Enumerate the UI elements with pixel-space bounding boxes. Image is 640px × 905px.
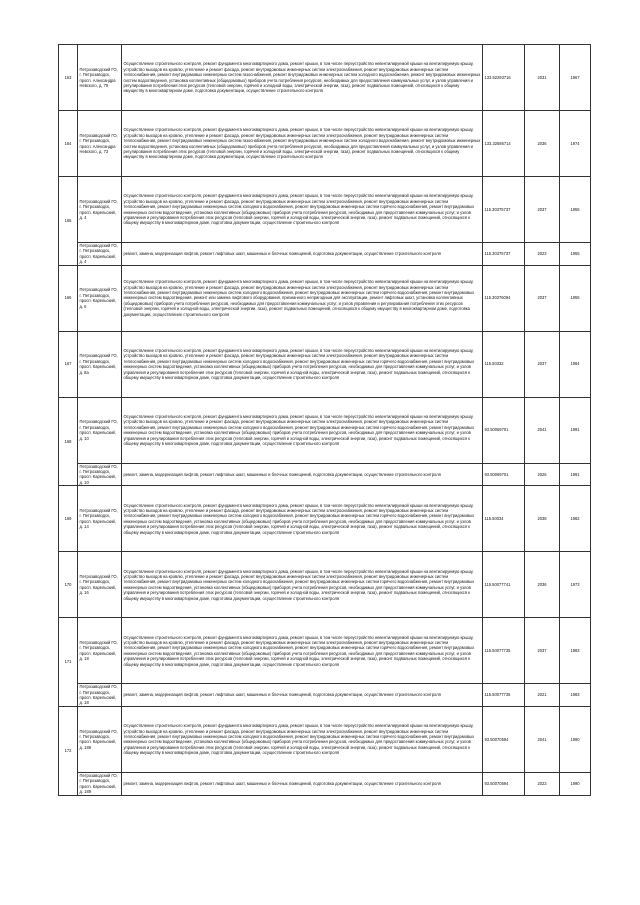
- planned-year-cell: 2021: [525, 684, 560, 707]
- planned-year-cell: 2026: [525, 463, 560, 486]
- works-cell: Осуществление строительного контроля, ремонт фундамента многоквартирного дома, ремонт крыши, в том числе переустройство невентилируемой крыши на вентилируемую крышу, устройство выходов на кровлю, утепление и ремонт фасада, ремонт внутридомовых инженерных систем электроснабжения, ремонт внутридомовых инженерных систем теплоснабжения, ремонт внутридомовых инженерных систем холодного водоснабжения, ремонт внутридомовых инженерных систем горячего водоснабжения, ремонт внутридомовых инженерных систем водоотведения, установка коллективных (общедомовых) приборов учета потребления ресурсов, необходимых для предоставления коммунальных услуг, и узлов управления и регулирования потребления этих ресурсов (тепловой энергии, горячей и холодной воды, электрической энергии, газа), ремонт подвальных помещений, относящихся к общему имуществу в многоквартирном доме, подготовка документации, осуществление строительного контроля: [122, 486, 483, 552]
- cost-cell: 115.30375737: [483, 243, 525, 266]
- planned-year-cell: 2041: [525, 397, 560, 463]
- planned-year-cell: 2037: [525, 177, 560, 243]
- cost-cell: 133.52293716: [483, 45, 525, 111]
- table-row: [59, 265, 591, 331]
- table-subrow: [59, 243, 591, 266]
- planned-year-cell: 2037: [525, 618, 560, 684]
- works-cell: ремонт, замена, модернизация лифтов, ремонт лифтовых шахт, машинных и блочных помещений, подготовка документации, осуществление строительного контроля: [122, 463, 483, 486]
- row-number: 167: [59, 331, 78, 397]
- address-cell: Петрозаводский ГО, г. Петрозаводск, просп. Карельский, д. 8а: [78, 331, 122, 397]
- cost-cell: 115.50077741: [483, 552, 525, 618]
- build-year-cell: 1973: [560, 552, 591, 618]
- works-cell: Осуществление строительного контроля, ремонт фундамента многоквартирного дома, ремонт крыши, в том числе переустройство невентилируемой крыши на вентилируемую крышу, устройство выходов на кровлю, утепление и ремонт фасада, ремонт внутридомовых инженерных систем электроснабжения, ремонт внутридомовых инженерных систем теплоснабжения, ремонт внутридомовых инженерных систем холодного водоснабжения, ремонт внутридомовых инженерных систем горячего водоснабжения, ремонт внутридомовых инженерных систем водоотведения, установка коллективных (общедомовых) приборов учета потребления ресурсов, необходимых для предоставления коммунальных услуг, и узлов управления и регулирования потребления этих ресурсов (тепловой энергии, горячей и холодной воды, электрической энергии, газа), ремонт подвальных помещений, относящихся к общему имуществу в многоквартирном доме, подготовка документации, осуществление строительного контроля: [122, 618, 483, 684]
- cost-cell: 93.50069701: [483, 463, 525, 486]
- build-year-cell: 1990: [560, 706, 591, 772]
- build-year-cell: 1955: [560, 265, 591, 331]
- address-cell: Петрозаводский ГО, г. Петрозаводск, просп. Карельский, д. 16: [78, 552, 122, 618]
- works-cell: Осуществление строительного контроля, ремонт фундамента многоквартирного дома, ремонт крыши, в том числе переустройство невентилируемой крыши на вентилируемую крышу, устройство выходов на кровлю, утепление и ремонт фасада, ремонт внутридомовых инженерных систем электроснабжения, ремонт внутридомовых инженерных систем теплоснабжения, ремонт внутридомовых инженерных систем холодного водоснабжения, ремонт внутридомовых инженерных систем горячего водоснабжения, ремонт внутридомовых инженерных систем водоотведения, ремонт или замена лифтового оборудования, признанного непригодным для эксплуатации, ремонт лифтовых шахт, установка коллективных (общедомовых) приборов учета потребления ресурсов, необходимых для предоставления коммунальных услуг, и узлов управления и регулирования потребления этих ресурсов (тепловой энергии, горячей и холодной воды, электрической энергии, газа), ремонт подвальных помещений, относящихся к общему имуществу в многоквартирном доме, подготовка документации, осуществление строительного контроля: [122, 265, 483, 331]
- table-row: [59, 486, 591, 552]
- address-cell: Петрозаводский ГО, г. Петрозаводск, просп. Александра Невского, д. 79: [78, 45, 122, 111]
- row-number: 166: [59, 265, 78, 331]
- planned-year-cell: 2041: [525, 706, 560, 772]
- capital-repair-table: [58, 44, 591, 796]
- build-year-cell: 1991: [560, 463, 591, 486]
- table-row: [59, 111, 591, 177]
- cost-cell: 93.50070594: [483, 706, 525, 772]
- row-number: 171: [59, 618, 78, 707]
- table-row: [59, 552, 591, 618]
- cost-cell: 115.50332: [483, 331, 525, 397]
- planned-year-cell: 2036: [525, 111, 560, 177]
- planned-year-cell: 2036: [525, 552, 560, 618]
- table-subrow: [59, 772, 591, 795]
- table-subrow: [59, 463, 591, 486]
- works-cell: ремонт, замена, модернизация лифтов, ремонт лифтовых шахт, машинных и блочных помещений, подготовка документации, осуществление строительного контроля: [122, 243, 483, 266]
- planned-year-cell: 2023: [525, 772, 560, 795]
- table-subrow: [59, 684, 591, 707]
- cost-cell: 133.32586714: [483, 111, 525, 177]
- address-cell: Петрозаводский ГО, г. Петрозаводск, просп. Карельский, д. 4: [78, 243, 122, 266]
- cost-cell: 115.50034: [483, 486, 525, 552]
- build-year-cell: 1990: [560, 772, 591, 795]
- planned-year-cell: 2031: [525, 45, 560, 111]
- address-cell: Петрозаводский ГО, г. Петрозаводск, просп. Карельский, д. 14: [78, 486, 122, 552]
- works-cell: Осуществление строительного контроля, ремонт фундамента многоквартирного дома, ремонт крыши, в том числе переустройство невентилируемой крыши на вентилируемую крышу, устройство выходов на кровлю, утепление и ремонт фасада, ремонт внутридомовых инженерных систем электроснабжения, ремонт внутридомовых инженерных систем теплоснабжения, ремонт внутридомовых инженерных систем холодного водоснабжения, ремонт внутридомовых инженерных систем горячего водоснабжения, ремонт внутридомовых инженерных систем водоотведения, установка коллективных (общедомовых) приборов учета потребления ресурсов, необходимых для предоставления коммунальных услуг, и узлов управления и регулирования потребления этих ресурсов (тепловой энергии, горячей и холодной воды, электрической энергии, газа), ремонт подвальных помещений, относящихся к общему имуществу в многоквартирном доме, подготовка документации, осуществление строительного контроля: [122, 397, 483, 463]
- address-cell: Петрозаводский ГО, г. Петрозаводск, просп. Карельский, д. 10: [78, 397, 122, 463]
- address-cell: Петрозаводский ГО, г. Петрозаводск, просп. Карельский, д. 18: [78, 684, 122, 707]
- works-cell: Осуществление строительного контроля, ремонт фундамента многоквартирного дома, ремонт крыши, в том числе переустройство невентилируемой крыши на вентилируемую крышу, устройство выходов на кровлю, утепление и ремонт фасада, ремонт внутридомовых инженерных систем электроснабжения, ремонт внутридомовых инженерных систем теплоснабжения, ремонт внутридомовых инженерных систем газоснабжения, ремонт внутридомовых инженерных систем холодного водоснабжения, ремонт внутридомовых инженерных систем водоотведения, установка коллективных (общедомовых) приборов учета потребления ресурсов, необходимых для предоставления коммунальных услуг, и узлов управления и регулирования потребления этих ресурсов (тепловой энергии, горячей и холодной воды, электрической энергии, газа), ремонт подвальных помещений, относящихся к общему имуществу в многоквартирном доме, подготовка документации, осуществление строительного контроля: [122, 111, 483, 177]
- row-number: 172: [59, 706, 78, 795]
- cost-cell: 115.30376094: [483, 265, 525, 331]
- build-year-cell: 1984: [560, 331, 591, 397]
- build-year-cell: 1982: [560, 486, 591, 552]
- address-cell: Петрозаводский ГО, г. Петрозаводск, просп. Карельский, д. 18: [78, 618, 122, 684]
- build-year-cell: 1983: [560, 684, 591, 707]
- address-cell: Петрозаводский ГО, г. Петрозаводск, просп. Карельский, д. 10: [78, 463, 122, 486]
- table-row: [59, 331, 591, 397]
- cost-cell: 115.30375737: [483, 177, 525, 243]
- works-cell: ремонт, замена, модернизация лифтов, ремонт лифтовых шахт, машинных и блочных помещений, подготовка документации, осуществление строительного контроля: [122, 684, 483, 707]
- works-cell: Осуществление строительного контроля, ремонт фундамента многоквартирного дома, ремонт крыши, в том числе переустройство невентилируемой крыши на вентилируемую крышу, устройство выходов на кровлю, утепление и ремонт фасада, ремонт внутридомовых инженерных систем электроснабжения, ремонт внутридомовых инженерных систем теплоснабжения, ремонт внутридомовых инженерных систем холодного водоснабжения, ремонт внутридомовых инженерных систем горячего водоснабжения, ремонт внутридомовых инженерных систем водоотведения, установка коллективных (общедомовых) приборов учета потребления ресурсов, необходимых для предоставления коммунальных услуг, и узлов управления и регулирования потребления этих ресурсов (тепловой энергии, горячей и холодной воды, электрической энергии, газа), ремонт подвальных помещений, относящихся к общему имуществу в многоквартирном доме, подготовка документации, осуществление строительного контроля: [122, 177, 483, 243]
- row-number: 169: [59, 486, 78, 552]
- row-number: 170: [59, 552, 78, 618]
- address-cell: Петрозаводский ГО, г. Петрозаводск, просп. Карельский, д. 4: [78, 177, 122, 243]
- cost-cell: 115.50077735: [483, 684, 525, 707]
- cost-cell: 115.50077735: [483, 618, 525, 684]
- build-year-cell: 1955: [560, 177, 591, 243]
- planned-year-cell: 2037: [525, 265, 560, 331]
- cost-cell: 93.50070594: [483, 772, 525, 795]
- address-cell: Петрозаводский ГО, г. Петрозаводск, просп. Александра Невского, д. 73: [78, 111, 122, 177]
- table-row: [59, 618, 591, 684]
- address-cell: Петрозаводский ГО, г. Петрозаводск, просп. Карельский, д. 6: [78, 265, 122, 331]
- row-number: 168: [59, 397, 78, 486]
- works-cell: Осуществление строительного контроля, ремонт фундамента многоквартирного дома, ремонт крыши, в том числе переустройство невентилируемой крыши на вентилируемую крышу, устройство выходов на кровлю, утепление и ремонт фасада, ремонт внутридомовых инженерных систем электроснабжения, ремонт внутридомовых инженерных систем теплоснабжения, ремонт внутридомовых инженерных систем холодного водоснабжения, ремонт внутридомовых инженерных систем горячего водоснабжения, ремонт внутридомовых инженерных систем водоотведения, установка коллективных (общедомовых) приборов учета потребления ресурсов, необходимых для предоставления коммунальных услуг, и узлов управления и регулирования потребления этих ресурсов (тепловой энергии, горячей и холодной воды, электрической энергии, газа), ремонт подвальных помещений, относящихся к общему имуществу в многоквартирном доме, подготовка документации, осуществление строительного контроля: [122, 552, 483, 618]
- works-cell: Осуществление строительного контроля, ремонт фундамента многоквартирного дома, ремонт крыши, в том числе переустройство невентилируемой крыши на вентилируемую крышу, устройство выходов на кровлю, утепление и ремонт фасада, ремонт внутридомовых инженерных систем электроснабжения, ремонт внутридомовых инженерных систем теплоснабжения, ремонт внутридомовых инженерных систем холодного водоснабжения, ремонт внутридомовых инженерных систем горячего водоснабжения, ремонт внутридомовых инженерных систем водоотведения, установка коллективных (общедомовых) приборов учета потребления ресурсов, необходимых для предоставления коммунальных услуг, и узлов управления и регулирования потребления этих ресурсов (тепловой энергии, горячей и холодной воды, электрической энергии, газа), ремонт подвальных помещений, относящихся к общему имуществу в многоквартирном доме, подготовка документации, осуществление строительного контроля: [122, 706, 483, 772]
- table-body: [59, 45, 591, 796]
- works-cell: Осуществление строительного контроля, ремонт фундамента многоквартирного дома, ремонт крыши, в том числе переустройство невентилируемой крыши на вентилируемую крышу, устройство выходов на кровлю, утепление и ремонт фасада, ремонт внутридомовых инженерных систем электроснабжения, ремонт внутридомовых инженерных систем теплоснабжения, ремонт внутридомовых инженерных систем газоснабжения, ремонт внутридомовых инженерных систем холодного водоснабжения, ремонт внутридомовых инженерных систем водоотведения, установка коллективных (общедомовых) приборов учета потребления ресурсов, необходимых для предоставления коммунальных услуг, и узлов управления и регулирования потребления этих ресурсов (тепловой энергии, горячей и холодной воды, электрической энергии, газа), ремонт подвальных помещений, относящихся к общему имуществу в многоквартирном доме, подготовка документации, осуществление строительного контроля: [122, 45, 483, 111]
- build-year-cell: 1967: [560, 45, 591, 111]
- build-year-cell: 1974: [560, 111, 591, 177]
- table-row: [59, 45, 591, 111]
- cost-cell: 93.50069701: [483, 397, 525, 463]
- table-row: [59, 706, 591, 772]
- build-year-cell: 1983: [560, 618, 591, 684]
- address-cell: Петрозаводский ГО, г. Петрозаводск, просп. Карельский, д. 189: [78, 706, 122, 772]
- planned-year-cell: 2037: [525, 331, 560, 397]
- works-cell: ремонт, замена, модернизация лифтов, ремонт лифтовых шахт, машинных и блочных помещений, подготовка документации, осуществление строительного контроля: [122, 772, 483, 795]
- row-number: 164: [59, 111, 78, 177]
- row-number: 163: [59, 45, 78, 111]
- table-row: [59, 397, 591, 463]
- row-number: 165: [59, 177, 78, 266]
- build-year-cell: 1991: [560, 397, 591, 463]
- build-year-cell: 1955: [560, 243, 591, 266]
- address-cell: Петрозаводский ГО, г. Петрозаводск, просп. Карельский, д. 189: [78, 772, 122, 795]
- table-row: [59, 177, 591, 243]
- planned-year-cell: 2038: [525, 486, 560, 552]
- works-cell: Осуществление строительного контроля, ремонт фундамента многоквартирного дома, ремонт крыши, в том числе переустройство невентилируемой крыши на вентилируемую крышу, устройство выходов на кровлю, утепление и ремонт фасада, ремонт внутридомовых инженерных систем электроснабжения, ремонт внутридомовых инженерных систем теплоснабжения, ремонт внутридомовых инженерных систем холодного водоснабжения, ремонт внутридомовых инженерных систем горячего водоснабжения, ремонт внутридомовых инженерных систем водоотведения, установка коллективных (общедомовых) приборов учета потребления ресурсов, необходимых для предоставления коммунальных услуг, и узлов управления и регулирования потребления этих ресурсов (тепловой энергии, горячей и холодной воды, электрической энергии, газа), ремонт подвальных помещений, относящихся к общему имуществу в многоквартирном доме, подготовка документации, осуществление строительного контроля: [122, 331, 483, 397]
- planned-year-cell: 2023: [525, 243, 560, 266]
